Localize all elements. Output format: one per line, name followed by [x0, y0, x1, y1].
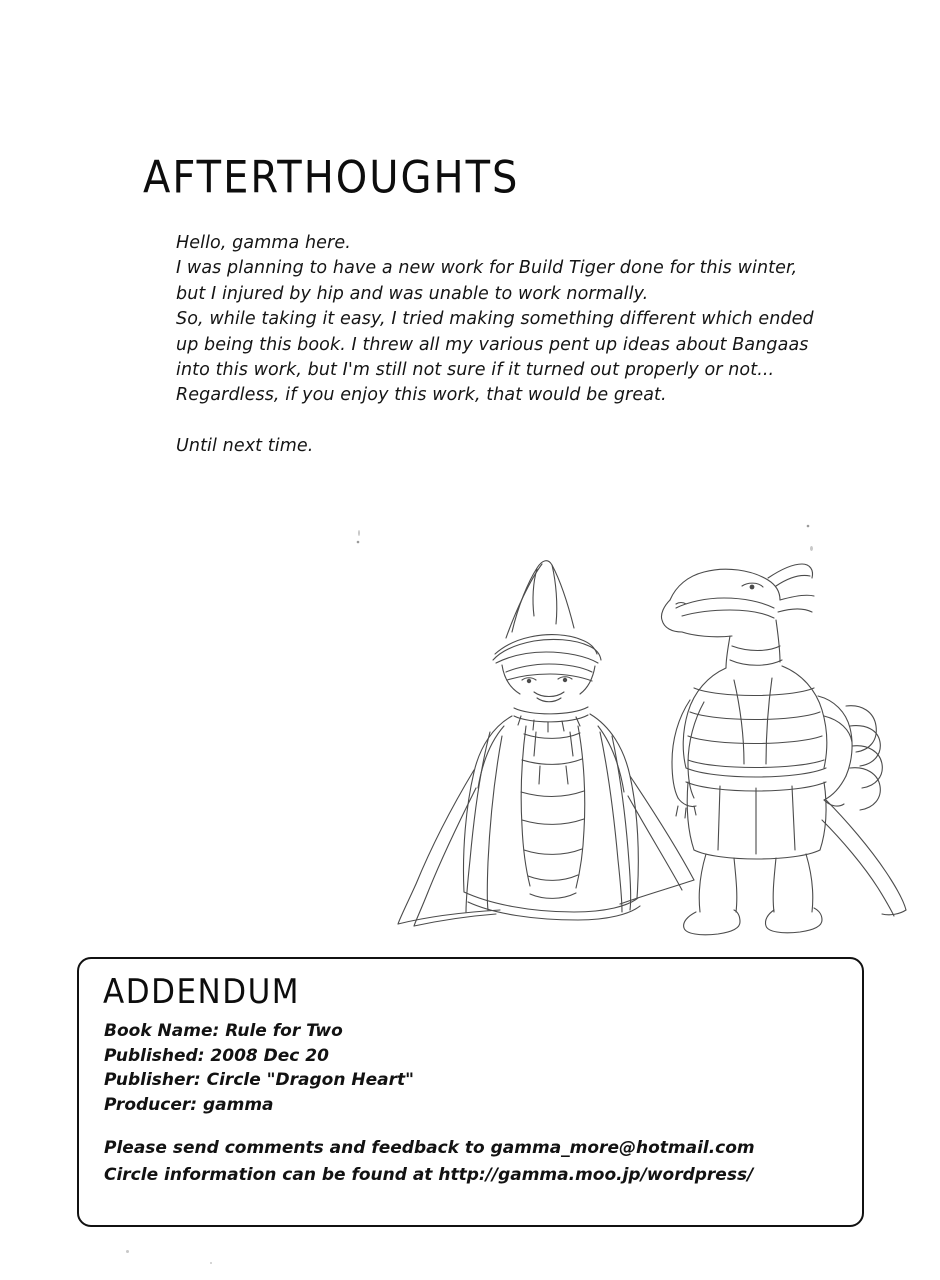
character-sketch-illustration	[290, 520, 920, 940]
afterthoughts-line: but I injured by hip and was unable to work normally.	[176, 283, 649, 304]
afterthoughts-line: I was planning to have a new work for Build Tiger done for this winter,	[176, 258, 798, 279]
scan-speck	[358, 530, 360, 536]
contact-website-line: Circle information can be found at http://gamma.moo.jp/wordpress/	[104, 1165, 754, 1185]
paragraph-spacer	[176, 409, 816, 434]
afterthoughts-line: Regardless, if you enjoy this work, that would be great.	[176, 385, 667, 406]
contact-email-line: Please send comments and feedback to gamma_more@hotmail.com	[104, 1138, 755, 1158]
afterthoughts-text-block	[176, 231, 816, 459]
addendum-heading: ADDENDUM	[103, 972, 301, 1012]
afterthoughts-closing: Until next time.	[176, 435, 314, 456]
addendum-info-line: Producer: gamma	[104, 1094, 274, 1115]
scan-speck	[810, 546, 813, 551]
afterthoughts-line: So, while taking it easy, I tried making something different which ended	[176, 309, 814, 330]
afterthoughts-line: up being this book. I threw all my various pent up ideas about Bangaas	[176, 334, 809, 355]
addendum-info-line: Published: 2008 Dec 20	[104, 1045, 329, 1066]
addendum-contact-block	[104, 1135, 755, 1189]
addendum-info-line: Publisher: Circle "Dragon Heart"	[104, 1070, 414, 1090]
afterthoughts-line: into this work, but I'm still not sure if it turned out properly or not...	[176, 360, 775, 381]
scan-speck	[210, 1262, 212, 1264]
scan-speck	[126, 1250, 129, 1253]
afterthoughts-heading: AFTERTHOUGHTS	[143, 152, 520, 204]
addendum-box	[77, 957, 864, 1227]
addendum-info-line: Book Name: Rule for Two	[104, 1021, 343, 1041]
addendum-info-list	[104, 1019, 414, 1117]
afterthoughts-line: Hello, gamma here.	[176, 233, 351, 253]
